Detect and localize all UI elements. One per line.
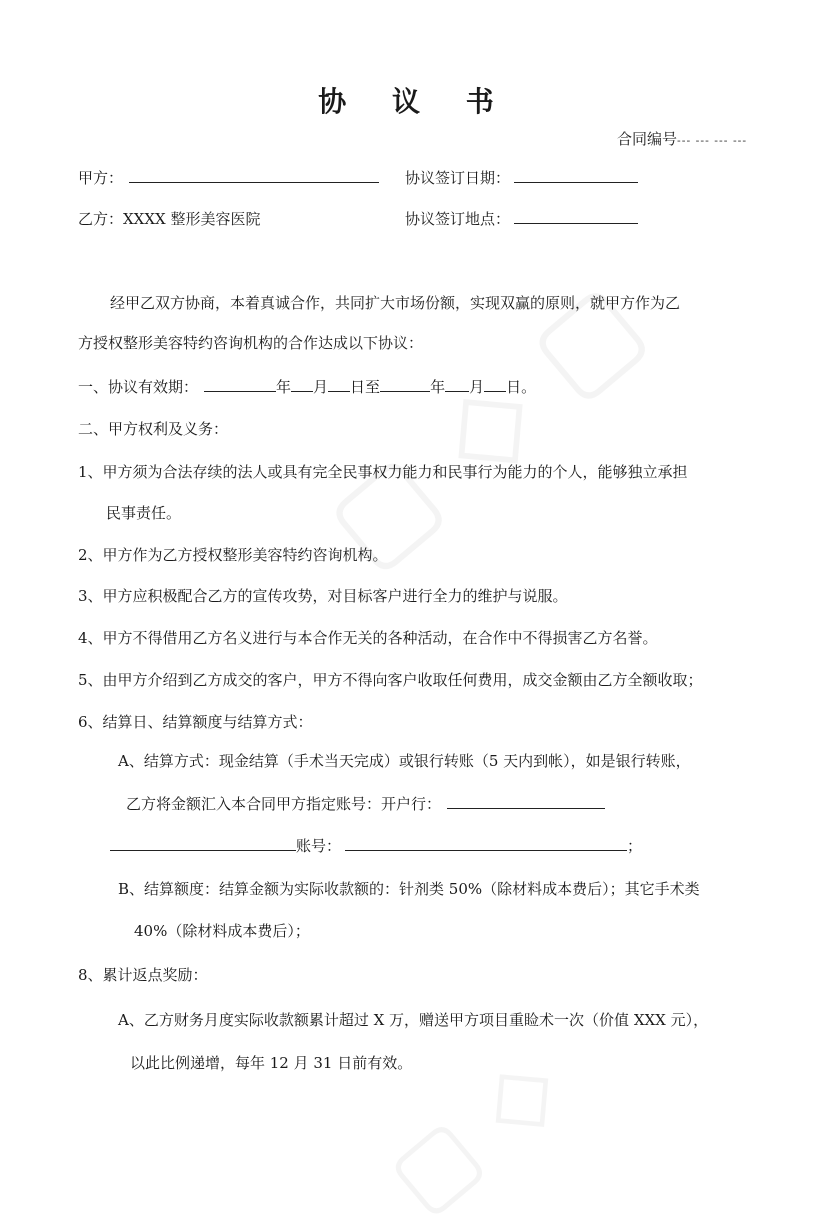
item-8a-line2: 以此比例递增，每年 12 月 31 日前有效。 xyxy=(130,1054,413,1072)
account-line xyxy=(110,836,642,856)
item-6a-line2 xyxy=(126,794,605,814)
party-b-label: 乙方：XXXX 整形美容医院 xyxy=(78,210,261,228)
intro-paragraph-line1: 经甲乙双方协商，本着真诚合作，共同扩大市场份额，实现双赢的原则，就甲方作为乙 xyxy=(110,294,681,312)
item-8: 8、累计返点奖励： xyxy=(78,966,208,984)
account-end: ； xyxy=(627,837,643,855)
item-8a-line1: A、乙方财务月度实际收款额累计超过 X 万，赠送甲方项目重睑术一次（价值 XXX 元）， xyxy=(118,1011,709,1029)
year-end-blank xyxy=(380,377,430,392)
item-5: 5、由甲方介绍到乙方成交的客户，甲方不得向客户收取任何费用，成交金额由乙方全额收取； xyxy=(78,671,703,689)
year-start-blank xyxy=(204,377,276,392)
item-6: 6、结算日、结算额度与结算方式： xyxy=(78,713,313,731)
party-a-blank xyxy=(129,168,379,183)
month-start-label: 月 xyxy=(313,378,329,396)
sign-place-blank xyxy=(514,209,638,224)
year-start-label: 年 xyxy=(276,378,292,396)
month-start-blank xyxy=(291,377,313,392)
sign-place-label: 协议签订地点： xyxy=(405,210,511,228)
day-start-blank xyxy=(328,377,350,392)
item-6b-line2: 40%（除材料成本费后）； xyxy=(134,922,310,940)
item-4: 4、甲方不得借用乙方名义进行与本合作无关的各种活动，在合作中不得损害乙方名誉。 xyxy=(78,629,658,647)
contract-number xyxy=(617,129,747,151)
bank-blank xyxy=(447,794,605,809)
sign-date-line xyxy=(405,168,638,188)
party-a-label: 甲方： xyxy=(78,169,124,187)
account-label: 账号： xyxy=(296,837,342,855)
account-name-blank xyxy=(110,836,296,851)
item-2: 2、甲方作为乙方授权整形美容特约咨询机构。 xyxy=(78,546,388,564)
party-a-line xyxy=(78,168,379,188)
day-end-blank xyxy=(484,377,506,392)
item-6a-line1: A、结算方式：现金结算（手术当天完成）或银行转账（5 天内到帐），如是银行转账， xyxy=(118,752,691,770)
sign-date-label: 协议签订日期： xyxy=(405,169,511,187)
month-end-label: 月 xyxy=(469,378,485,396)
contract-number-label: 合同编号 xyxy=(617,130,678,148)
validity-label: 一、协议有效期： xyxy=(78,378,199,396)
intro-paragraph-line2: 方授权整形美容特约咨询机构的合作达成以下协议： xyxy=(78,334,424,352)
item-1-line2: 民事责任。 xyxy=(106,504,182,522)
day-start-label: 日至 xyxy=(350,378,381,396)
page-title: 协 议 书 xyxy=(318,85,512,118)
sign-place-line xyxy=(405,209,638,229)
account-number-blank xyxy=(345,836,627,851)
month-end-blank xyxy=(445,377,469,392)
sign-date-blank xyxy=(514,168,638,183)
item-1-line1: 1、甲方须为合法存续的法人或具有完全民事权力能力和民事行为能力的个人，能够独立承担 xyxy=(78,463,688,481)
item-6b-line1: B、结算额度：结算金额为实际收款额的：针剂类 50%（除材料成本费后）；其它手术类 xyxy=(118,880,700,898)
contract-number-value: --- --- --- --- xyxy=(677,134,748,147)
section-2-heading: 二、甲方权利及义务： xyxy=(78,420,229,438)
bank-label: 乙方将金额汇入本合同甲方指定账号：开户行： xyxy=(126,795,442,813)
party-b-line xyxy=(78,209,260,229)
item-3: 3、甲方应积极配合乙方的宣传攻势，对目标客户进行全力的维护与说服。 xyxy=(78,587,568,605)
validity-period-line xyxy=(78,377,536,397)
year-end-label: 年 xyxy=(430,378,446,396)
day-end-label: 日。 xyxy=(506,378,537,396)
